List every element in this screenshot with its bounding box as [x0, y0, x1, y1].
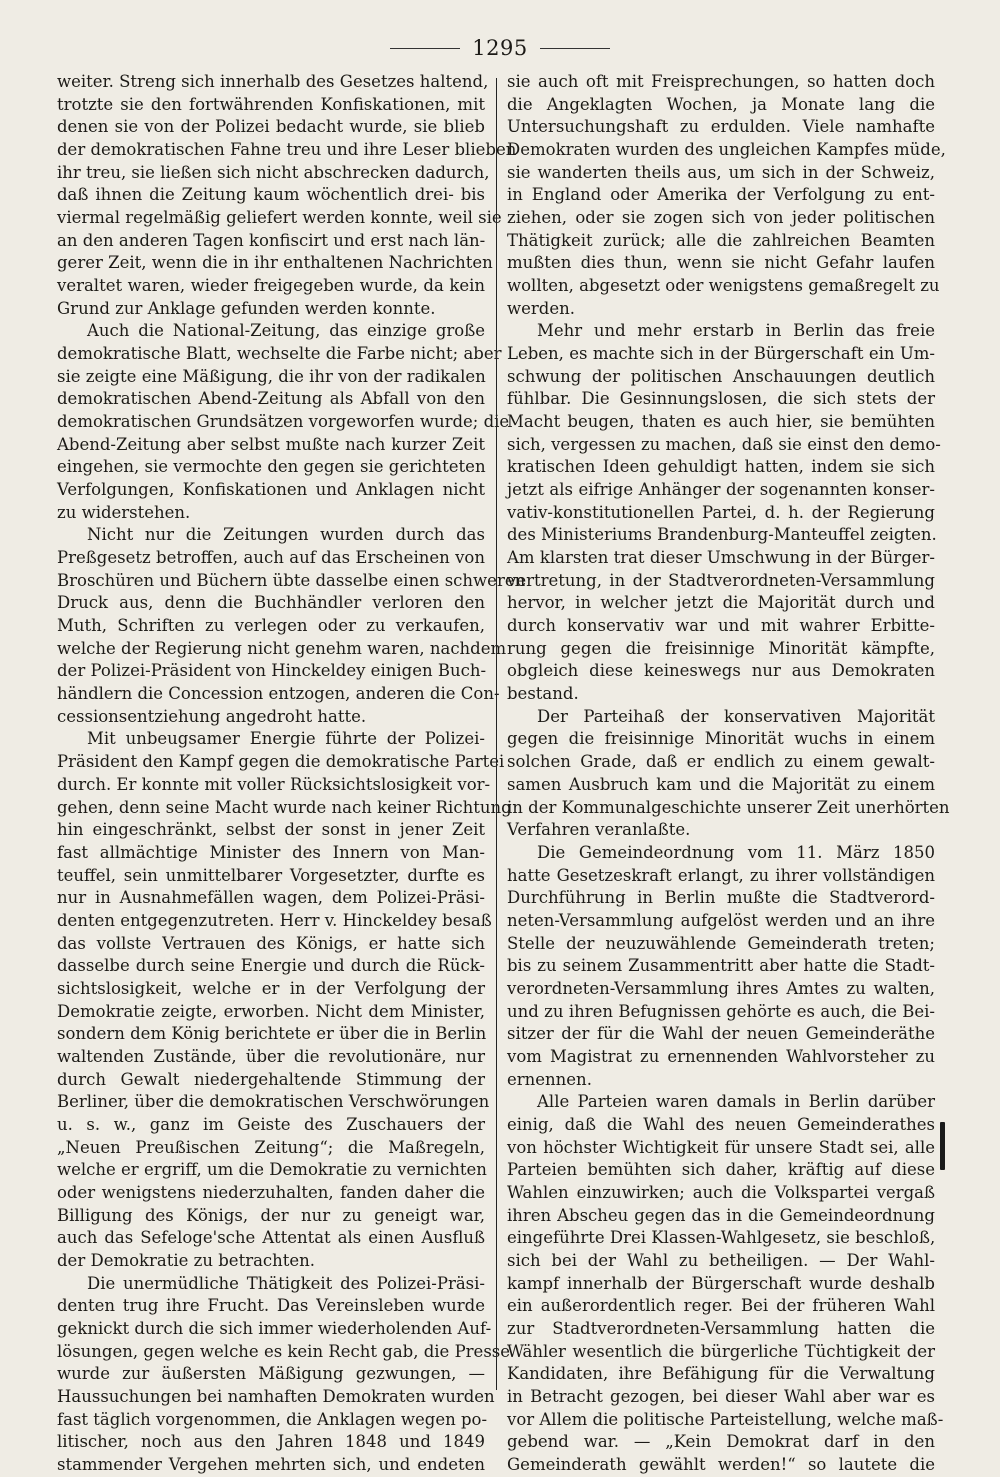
- text-line: Muth, Schriften zu verlegen oder zu verkaufen,: [57, 616, 485, 636]
- text-line: demokratischen Grundsätzen vorgeworfen wurde; die: [57, 412, 510, 432]
- text-line: der Demokratie zu betrachten.: [57, 1250, 316, 1270]
- text-line: oder wenigstens niederzuhalten, fanden daher die: [57, 1182, 485, 1202]
- text-line: Demokraten wurden des ungleichen Kampfes müde,: [507, 140, 946, 160]
- text-line: Die unermüdliche Thätigkeit des Polizei-Präsi-: [87, 1273, 485, 1293]
- text-line: durch Gewalt niedergehaltende Stimmung der: [57, 1069, 485, 1089]
- text-line: der demokratischen Fahne treu und ihre Leser blieben: [57, 140, 517, 160]
- text-line: welche er ergriff, um die Demokratie zu vernichten: [57, 1160, 487, 1180]
- text-line: teuffel, sein unmittelbarer Vorgesetzter, durfte es: [57, 865, 485, 885]
- text-line: sichtslosigkeit, welche er in der Verfolgung der: [57, 978, 485, 998]
- text-line: dasselbe durch seine Energie und durch die Rück-: [57, 956, 485, 976]
- text-line: vertretung, in der Stadtverordneten-Versammlung: [507, 570, 935, 590]
- text-line: an den anderen Tagen konfiscirt und erst nach län-: [57, 230, 486, 250]
- text-line: gehen, denn seine Macht wurde nach keiner Richtung: [57, 797, 512, 817]
- text-line: sie auch oft mit Freisprechungen, so hatten doch: [507, 72, 935, 91]
- text-line: eingeführte Drei Klassen-Wahlgesetz, sie beschloß,: [507, 1228, 936, 1248]
- text-line: Stelle der neuzuwählende Gemeinderath treten;: [507, 933, 935, 953]
- column-divider: [496, 78, 497, 1390]
- text-line: vativ-konstitutionellen Partei, d. h. der Regierung: [507, 502, 935, 522]
- text-line: Präsident den Kampf gegen die demokratische Partei: [57, 752, 505, 772]
- text-line: ein außerordentlich reger. Bei der früheren Wahl: [507, 1296, 935, 1316]
- text-line: sie zeigte eine Mäßigung, die ihr von der radikalen: [57, 366, 486, 386]
- text-line: händlern die Concession entzogen, anderen die Con-: [57, 684, 500, 704]
- text-line: Am klarsten trat dieser Umschwung in der Bürger-: [507, 548, 935, 568]
- text-line: veraltet waren, wieder freigegeben wurde, da kein: [57, 276, 485, 296]
- text-line: gebend war. — „Kein Demokrat darf in den: [507, 1432, 935, 1452]
- text-line: Alle Parteien waren damals in Berlin darüber: [537, 1092, 935, 1112]
- text-line: Haussuchungen bei namhaften Demokraten wurden: [57, 1386, 495, 1406]
- text-line: Preßgesetz betroffen, auch auf das Erscheinen von: [57, 548, 485, 568]
- text-line: welche der Regierung nicht genehm waren, nachdem: [57, 638, 507, 658]
- text-line: das vollste Vertrauen des Königs, er hatte sich: [57, 933, 485, 953]
- text-line: demokratischen Abend-Zeitung als Abfall von den: [57, 389, 485, 409]
- text-line: ihren Abscheu gegen das in die Gemeindeordnung: [507, 1205, 935, 1225]
- text-line: werden.: [507, 298, 575, 318]
- text-line: Gemeinderath gewählt werden!“ so lautete die: [507, 1454, 935, 1474]
- text-line: samen Ausbruch kam und die Majorität zu einem: [507, 774, 935, 794]
- text-line: Nicht nur die Zeitungen wurden durch das: [87, 525, 485, 545]
- text-line: wollten, abgesetzt oder wenigstens gemaßregelt zu: [507, 276, 940, 296]
- text-line: vom Magistrat zu ernennenden Wahlvorsteher zu: [507, 1046, 935, 1066]
- text-line: fast täglich vorgenommen, die Anklagen wegen po-: [57, 1409, 488, 1429]
- text-line: auch das Sefeloge'sche Attentat als einen Ausfluß: [57, 1228, 485, 1248]
- text-line: in England oder Amerika der Verfolgung zu ent-: [507, 185, 935, 205]
- text-line: hervor, in welcher jetzt die Majorität durch und: [507, 593, 935, 613]
- text-line: Durchführung in Berlin mußte die Stadtverord-: [507, 888, 935, 908]
- text-line: der Polizei-Präsident von Hinckeldey einigen Buch-: [57, 661, 487, 681]
- text-line: sich bei der Wahl zu betheiligen. — Der Wahl-: [507, 1250, 935, 1270]
- text-line: denten entgegenzutreten. Herr v. Hinckeldey besaß: [57, 910, 492, 930]
- text-line: ernennen.: [507, 1069, 592, 1089]
- text-line: „Neuen Preußischen Zeitung“; die Maßregeln,: [57, 1137, 485, 1157]
- text-line: u. s. w., ganz im Geiste des Zuschauers der: [57, 1114, 485, 1134]
- text-line: Wahlen einzuwirken; auch die Volkspartei vergaß: [507, 1182, 935, 1202]
- text-line: stammender Vergehen mehrten sich, und endeten: [57, 1454, 485, 1474]
- left-text-column: [57, 71, 526, 1477]
- right-text-column: [507, 71, 950, 1477]
- text-line: zur Stadtverordneten-Versammlung hatten die: [507, 1318, 935, 1338]
- text-line: hatte Gesetzeskraft erlangt, zu ihrer vollständigen: [507, 865, 935, 885]
- text-line: Auch die National-Zeitung, das einzige große: [87, 321, 485, 341]
- text-line: obgleich diese keineswegs nur aus Demokraten: [507, 661, 935, 681]
- text-line: hin eingeschränkt, selbst der sonst in jener Zeit: [57, 820, 485, 840]
- text-line: daß ihnen die Zeitung kaum wöchentlich drei- bis: [57, 185, 485, 205]
- text-line: Der Parteihaß der konservativen Majorität: [537, 706, 935, 726]
- text-line: denten trug ihre Frucht. Das Vereinsleben wurde: [57, 1296, 485, 1316]
- text-line: Leben, es machte sich in der Bürgerschaft ein Um-: [507, 344, 935, 364]
- text-line: kampf innerhalb der Bürgerschaft wurde deshalb: [507, 1273, 935, 1293]
- margin-mark: [940, 1122, 945, 1170]
- text-line: und zu ihren Befugnissen gehörte es auch, die Bei-: [507, 1001, 935, 1021]
- text-line: weiter. Streng sich innerhalb des Gesetzes haltend,: [57, 72, 489, 91]
- page-header: [0, 36, 1000, 60]
- text-line: gerer Zeit, wenn die in ihr enthaltenen Nachrichten: [57, 253, 493, 273]
- text-line: fühlbar. Die Gesinnungslosen, die sich stets der: [507, 389, 935, 409]
- text-line: schwung der politischen Anschauungen deutlich: [507, 366, 935, 386]
- text-line: sie wanderten theils aus, um sich in der Schweiz,: [507, 162, 935, 182]
- text-line: waltenden Zustände, über die revolutionäre, nur: [57, 1046, 485, 1066]
- text-line: Die Gemeindeordnung vom 11. März 1850: [537, 842, 935, 862]
- text-line: Kandidaten, ihre Befähigung für die Verwaltung: [507, 1364, 935, 1384]
- text-line: viermal regelmäßig geliefert werden konnte, weil sie: [57, 208, 502, 228]
- text-line: rung gegen die freisinnige Minorität kämpfte,: [507, 638, 935, 658]
- text-line: Abend-Zeitung aber selbst mußte nach kurzer Zeit: [57, 434, 485, 454]
- text-line: vor Allem die politische Parteistellung, welche maß-: [507, 1409, 944, 1429]
- text-line: Mit unbeugsamer Energie führte der Polizei-: [87, 729, 485, 749]
- text-line: durch. Er konnte mit voller Rücksichtslosigkeit vor-: [57, 774, 491, 794]
- text-line: Broschüren und Büchern übte dasselbe einen schweren: [57, 570, 526, 590]
- text-line: Demokratie zeigte, erworben. Nicht dem Minister,: [57, 1001, 485, 1021]
- text-line: Parteien bemühten sich daher, kräftig auf diese: [507, 1160, 935, 1180]
- text-line: Mehr und mehr erstarb in Berlin das freie: [537, 321, 935, 341]
- text-line: Billigung des Königs, der nur zu geneigt war,: [57, 1205, 485, 1225]
- text-line: neten-Versammlung aufgelöst werden und an ihre: [507, 910, 935, 930]
- text-line: Thätigkeit zurück; alle die zahlreichen Beamten: [507, 230, 935, 250]
- text-line: denen sie von der Polizei bedacht wurde, sie blieb: [57, 117, 485, 137]
- text-line: bis zu seinem Zusammentritt aber hatte die Stadt-: [507, 956, 935, 976]
- header-rule-left: [390, 48, 460, 49]
- text-line: sitzer der für die Wahl der neuen Gemeinderäthe: [507, 1024, 935, 1044]
- text-line: demokratische Blatt, wechselte die Farbe nicht; aber: [57, 344, 502, 364]
- text-line: in der Kommunalgeschichte unserer Zeit unerhörten: [507, 797, 950, 817]
- text-line: von höchster Wichtigkeit für unsere Stadt sei, alle: [507, 1137, 935, 1157]
- text-line: die Angeklagten Wochen, ja Monate lang die: [507, 94, 935, 114]
- text-line: fast allmächtige Minister des Innern von Man-: [57, 842, 485, 862]
- text-line: gegen die freisinnige Minorität wuchs in einem: [507, 729, 935, 749]
- text-line: zu widerstehen.: [57, 502, 191, 522]
- text-line: sich, vergessen zu machen, daß sie einst den demo-: [507, 434, 941, 454]
- text-line: des Ministeriums Brandenburg-Manteuffel zeigten.: [507, 525, 937, 545]
- text-line: eingehen, sie vermochte den gegen sie gerichteten: [57, 457, 486, 477]
- text-line: Untersuchungshaft zu erdulden. Viele namhafte: [507, 117, 935, 137]
- header-rule-right: [540, 48, 610, 49]
- text-line: verordneten-Versammlung ihres Amtes zu walten,: [507, 978, 935, 998]
- text-line: cessionsentziehung angedroht hatte.: [57, 706, 367, 726]
- text-line: Verfahren veranlaßte.: [507, 820, 691, 840]
- text-line: kratischen Ideen gehuldigt hatten, indem sie sich: [507, 457, 935, 477]
- text-line: solchen Grade, daß er endlich zu einem gewalt-: [507, 752, 935, 772]
- text-line: in Betracht gezogen, bei dieser Wahl aber war es: [507, 1386, 935, 1406]
- text-line: jetzt als eifrige Anhänger der sogenannten konser-: [507, 480, 935, 500]
- text-line: Berliner, über die demokratischen Verschwörungen: [57, 1092, 490, 1112]
- text-line: Verfolgungen, Konfiskationen und Anklagen nicht: [57, 480, 485, 500]
- text-line: Macht beugen, thaten es auch hier, sie bemühten: [507, 412, 935, 432]
- text-line: bestand.: [507, 684, 579, 704]
- text-line: einig, daß die Wahl des neuen Gemeinderathes: [507, 1114, 935, 1134]
- text-line: trotzte sie den fortwährenden Konfiskationen, mit: [57, 94, 485, 114]
- text-line: litischer, noch aus den Jahren 1848 und 1849: [57, 1432, 485, 1452]
- text-line: sondern dem König berichtete er über die in Berlin: [57, 1024, 487, 1044]
- text-line: ziehen, oder sie zogen sich von jeder politischen: [507, 208, 935, 228]
- text-line: Wähler wesentlich die bürgerliche Tüchtigkeit der: [507, 1341, 935, 1361]
- text-line: nur in Ausnahmefällen wagen, dem Polizei-Präsi-: [57, 888, 485, 908]
- text-line: durch konservativ war und mit wahrer Erbitte-: [507, 616, 935, 636]
- text-line: mußten dies thun, wenn sie nicht Gefahr laufen: [507, 253, 935, 273]
- page-number: 1295: [472, 36, 528, 60]
- text-line: Grund zur Anklage gefunden werden konnte.: [57, 298, 436, 318]
- text-line: Druck aus, denn die Buchhändler verloren den: [57, 593, 485, 613]
- text-line: wurde zur äußersten Mäßigung gezwungen, —: [57, 1364, 485, 1384]
- text-line: lösungen, gegen welche es kein Recht gab, die Presse: [57, 1341, 511, 1361]
- text-line: ihr treu, sie ließen sich nicht abschrecken dadurch,: [57, 162, 490, 182]
- text-line: geknickt durch die sich immer wiederholenden Auf-: [57, 1318, 492, 1338]
